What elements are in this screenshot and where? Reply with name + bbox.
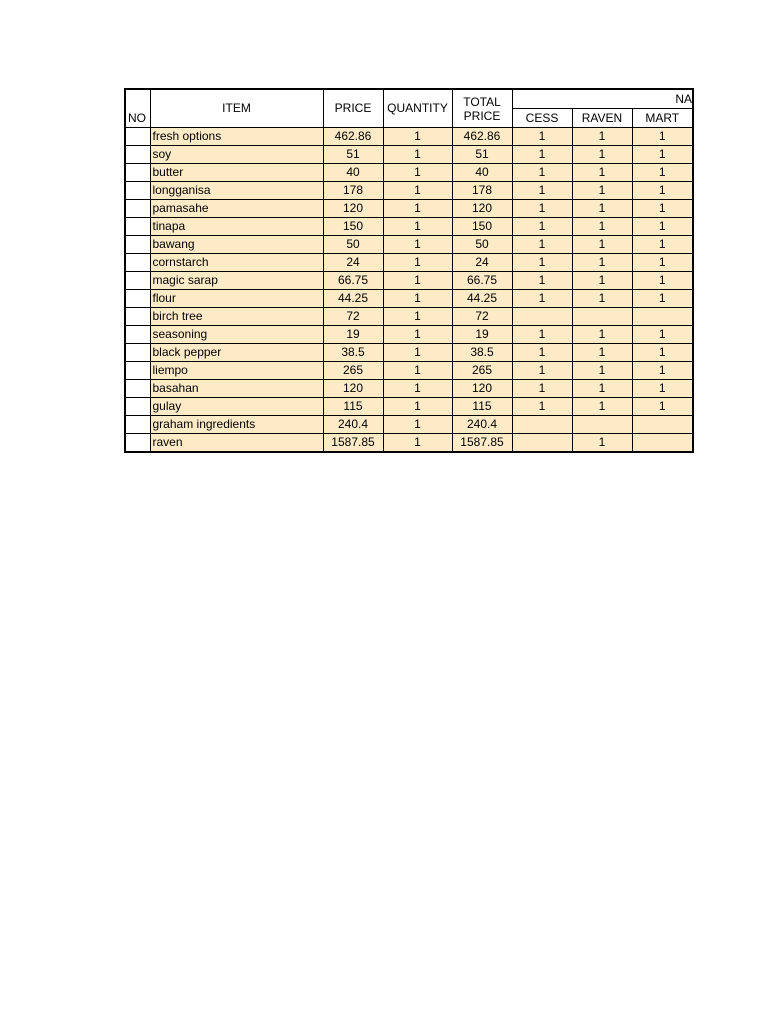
header-total-price-line2: PRICE	[463, 108, 501, 123]
cell-total-price[interactable]: 66.75	[452, 272, 512, 290]
cell-no[interactable]	[125, 308, 150, 326]
cell-item[interactable]: soy	[150, 146, 323, 164]
cell-total-price[interactable]: 115	[452, 398, 512, 416]
cell-total-price[interactable]: 462.86	[452, 128, 512, 146]
cell-raven[interactable]: 1	[572, 164, 632, 182]
cell-item[interactable]: raven	[150, 434, 323, 453]
cell-quantity[interactable]: 1	[383, 164, 452, 182]
cell-total-price[interactable]: 38.5	[452, 344, 512, 362]
cell-quantity[interactable]: 1	[383, 236, 452, 254]
cell-quantity[interactable]: 1	[383, 182, 452, 200]
cell-cess[interactable]: 1	[512, 236, 572, 254]
cell-total-price[interactable]: 44.25	[452, 290, 512, 308]
cell-quantity[interactable]: 1	[383, 128, 452, 146]
cell-total-price[interactable]: 40	[452, 164, 512, 182]
cell-price[interactable]: 120	[323, 200, 383, 218]
cell-mart[interactable]	[632, 308, 693, 326]
cell-raven[interactable]: 1	[572, 200, 632, 218]
cell-no[interactable]	[125, 200, 150, 218]
table-row	[125, 308, 693, 326]
cell-total-price[interactable]: 1587.85	[452, 434, 512, 453]
table-row	[125, 290, 693, 308]
table-row	[125, 218, 693, 236]
cell-cess[interactable]: 1	[512, 218, 572, 236]
cell-item[interactable]: seasoning	[150, 326, 323, 344]
cell-mart[interactable]: 1	[632, 290, 693, 308]
cell-no[interactable]	[125, 326, 150, 344]
cell-quantity[interactable]: 1	[383, 254, 452, 272]
header-names-group[interactable]: NA	[512, 89, 693, 109]
cell-total-price[interactable]: 51	[452, 146, 512, 164]
cell-item[interactable]: longganisa	[150, 182, 323, 200]
cell-quantity[interactable]: 1	[383, 416, 452, 434]
cell-raven[interactable]: 1	[572, 254, 632, 272]
cell-total-price[interactable]: 24	[452, 254, 512, 272]
cell-mart[interactable]: 1	[632, 236, 693, 254]
cell-price[interactable]: 115	[323, 398, 383, 416]
cell-item[interactable]: basahan	[150, 380, 323, 398]
cell-cess[interactable]	[512, 308, 572, 326]
cell-price[interactable]: 38.5	[323, 344, 383, 362]
cell-item[interactable]: magic sarap	[150, 272, 323, 290]
header-quantity[interactable]: QUANTITY	[383, 89, 452, 128]
cell-no[interactable]	[125, 362, 150, 380]
cell-item[interactable]: bawang	[150, 236, 323, 254]
cell-mart[interactable]: 1	[632, 398, 693, 416]
cell-no[interactable]	[125, 398, 150, 416]
cell-raven[interactable]	[572, 308, 632, 326]
cell-cess[interactable]: 1	[512, 326, 572, 344]
cell-raven[interactable]: 1	[572, 380, 632, 398]
cell-quantity[interactable]: 1	[383, 200, 452, 218]
table-row	[125, 236, 693, 254]
cell-cess[interactable]: 1	[512, 200, 572, 218]
header-raven[interactable]: RAVEN	[572, 109, 632, 128]
header-mart[interactable]: MART	[632, 109, 693, 128]
cell-cess[interactable]: 1	[512, 344, 572, 362]
cell-mart[interactable]: 1	[632, 182, 693, 200]
table-row	[125, 398, 693, 416]
cell-no[interactable]	[125, 434, 150, 453]
cell-price[interactable]: 178	[323, 182, 383, 200]
cell-mart[interactable]: 1	[632, 218, 693, 236]
cell-total-price[interactable]: 150	[452, 218, 512, 236]
cell-total-price[interactable]: 120	[452, 380, 512, 398]
cell-raven[interactable]: 1	[572, 182, 632, 200]
cell-item[interactable]: pamasahe	[150, 200, 323, 218]
cell-no[interactable]	[125, 416, 150, 434]
cell-no[interactable]	[125, 380, 150, 398]
cell-raven[interactable]: 1	[572, 326, 632, 344]
cell-price[interactable]: 150	[323, 218, 383, 236]
cell-mart[interactable]: 1	[632, 146, 693, 164]
cell-mart[interactable]: 1	[632, 128, 693, 146]
expense-table	[124, 88, 694, 453]
cell-price[interactable]: 19	[323, 326, 383, 344]
cell-item[interactable]: fresh options	[150, 128, 323, 146]
cell-item[interactable]: black pepper	[150, 344, 323, 362]
spreadsheet-sheet	[124, 88, 693, 453]
cell-no[interactable]	[125, 164, 150, 182]
cell-no[interactable]	[125, 146, 150, 164]
table-row	[125, 344, 693, 362]
cell-raven[interactable]: 1	[572, 236, 632, 254]
cell-item[interactable]: butter	[150, 164, 323, 182]
cell-cess[interactable]: 1	[512, 164, 572, 182]
cell-raven[interactable]: 1	[572, 128, 632, 146]
cell-price[interactable]: 120	[323, 380, 383, 398]
table-row	[125, 128, 693, 146]
cell-total-price[interactable]: 240.4	[452, 416, 512, 434]
cell-no[interactable]	[125, 236, 150, 254]
table-row	[125, 272, 693, 290]
cell-price[interactable]: 462.86	[323, 128, 383, 146]
cell-quantity[interactable]: 1	[383, 344, 452, 362]
cell-item[interactable]: cornstarch	[150, 254, 323, 272]
cell-cess[interactable]: 1	[512, 272, 572, 290]
cell-quantity[interactable]: 1	[383, 326, 452, 344]
cell-cess[interactable]: 1	[512, 146, 572, 164]
table-row	[125, 182, 693, 200]
cell-quantity[interactable]: 1	[383, 398, 452, 416]
cell-quantity[interactable]: 1	[383, 380, 452, 398]
cell-price[interactable]: 265	[323, 362, 383, 380]
cell-mart[interactable]: 1	[632, 344, 693, 362]
cell-mart[interactable]	[632, 416, 693, 434]
cell-no[interactable]	[125, 290, 150, 308]
cell-raven[interactable]: 1	[572, 146, 632, 164]
cell-mart[interactable]: 1	[632, 380, 693, 398]
cell-mart[interactable]: 1	[632, 362, 693, 380]
table-row	[125, 254, 693, 272]
cell-item[interactable]: tinapa	[150, 218, 323, 236]
table-row	[125, 362, 693, 380]
cell-mart[interactable]: 1	[632, 254, 693, 272]
header-cess[interactable]: CESS	[512, 109, 572, 128]
cell-item[interactable]: flour	[150, 290, 323, 308]
cell-quantity[interactable]: 1	[383, 362, 452, 380]
table-row	[125, 416, 693, 434]
cell-cess[interactable]: 1	[512, 254, 572, 272]
table-header	[125, 89, 693, 128]
cell-raven[interactable]: 1	[572, 434, 632, 453]
cell-raven[interactable]: 1	[572, 398, 632, 416]
table-row	[125, 164, 693, 182]
cell-raven[interactable]: 1	[572, 362, 632, 380]
cell-cess[interactable]: 1	[512, 128, 572, 146]
header-item[interactable]: ITEM	[150, 89, 323, 128]
cell-no[interactable]	[125, 182, 150, 200]
cell-price[interactable]: 1587.85	[323, 434, 383, 453]
cell-cess[interactable]: 1	[512, 290, 572, 308]
cell-raven[interactable]: 1	[572, 290, 632, 308]
cell-price[interactable]: 40	[323, 164, 383, 182]
cell-item[interactable]: graham ingredients	[150, 416, 323, 434]
cell-raven[interactable]: 1	[572, 344, 632, 362]
cell-price[interactable]: 51	[323, 146, 383, 164]
cell-mart[interactable]: 1	[632, 272, 693, 290]
cell-total-price[interactable]: 50	[452, 236, 512, 254]
cell-no[interactable]	[125, 128, 150, 146]
cell-price[interactable]: 24	[323, 254, 383, 272]
cell-price[interactable]: 72	[323, 308, 383, 326]
cell-no[interactable]	[125, 254, 150, 272]
cell-cess[interactable]	[512, 434, 572, 453]
cell-mart[interactable]	[632, 434, 693, 453]
cell-cess[interactable]: 1	[512, 182, 572, 200]
cell-total-price[interactable]: 120	[452, 200, 512, 218]
cell-total-price[interactable]: 178	[452, 182, 512, 200]
cell-price[interactable]: 66.75	[323, 272, 383, 290]
cell-raven[interactable]: 1	[572, 272, 632, 290]
cell-quantity[interactable]: 1	[383, 290, 452, 308]
cell-price[interactable]: 50	[323, 236, 383, 254]
cell-quantity[interactable]: 1	[383, 146, 452, 164]
cell-price[interactable]: 44.25	[323, 290, 383, 308]
table-row	[125, 434, 693, 453]
table-row	[125, 380, 693, 398]
cell-quantity[interactable]: 1	[383, 308, 452, 326]
cell-price[interactable]: 240.4	[323, 416, 383, 434]
cell-cess[interactable]: 1	[512, 362, 572, 380]
cell-total-price[interactable]: 72	[452, 308, 512, 326]
header-total-price-line1: TOTAL	[463, 94, 501, 109]
cell-quantity[interactable]: 1	[383, 218, 452, 236]
cell-cess[interactable]: 1	[512, 398, 572, 416]
cell-item[interactable]: liempo	[150, 362, 323, 380]
cell-total-price[interactable]: 19	[452, 326, 512, 344]
header-no[interactable]: NO	[125, 89, 150, 128]
cell-no[interactable]	[125, 272, 150, 290]
cell-quantity[interactable]: 1	[383, 272, 452, 290]
cell-item[interactable]: gulay	[150, 398, 323, 416]
cell-cess[interactable]: 1	[512, 380, 572, 398]
cell-item[interactable]: birch tree	[150, 308, 323, 326]
cell-no[interactable]	[125, 218, 150, 236]
table-row	[125, 146, 693, 164]
table-body	[125, 128, 693, 453]
header-total-price[interactable]	[452, 89, 512, 128]
cell-cess[interactable]	[512, 416, 572, 434]
cell-mart[interactable]: 1	[632, 326, 693, 344]
cell-quantity[interactable]: 1	[383, 434, 452, 453]
table-row	[125, 326, 693, 344]
cell-mart[interactable]: 1	[632, 164, 693, 182]
cell-no[interactable]	[125, 344, 150, 362]
table-row	[125, 200, 693, 218]
cell-total-price[interactable]: 265	[452, 362, 512, 380]
cell-raven[interactable]	[572, 416, 632, 434]
cell-mart[interactable]: 1	[632, 200, 693, 218]
cell-raven[interactable]: 1	[572, 218, 632, 236]
header-price[interactable]: PRICE	[323, 89, 383, 128]
